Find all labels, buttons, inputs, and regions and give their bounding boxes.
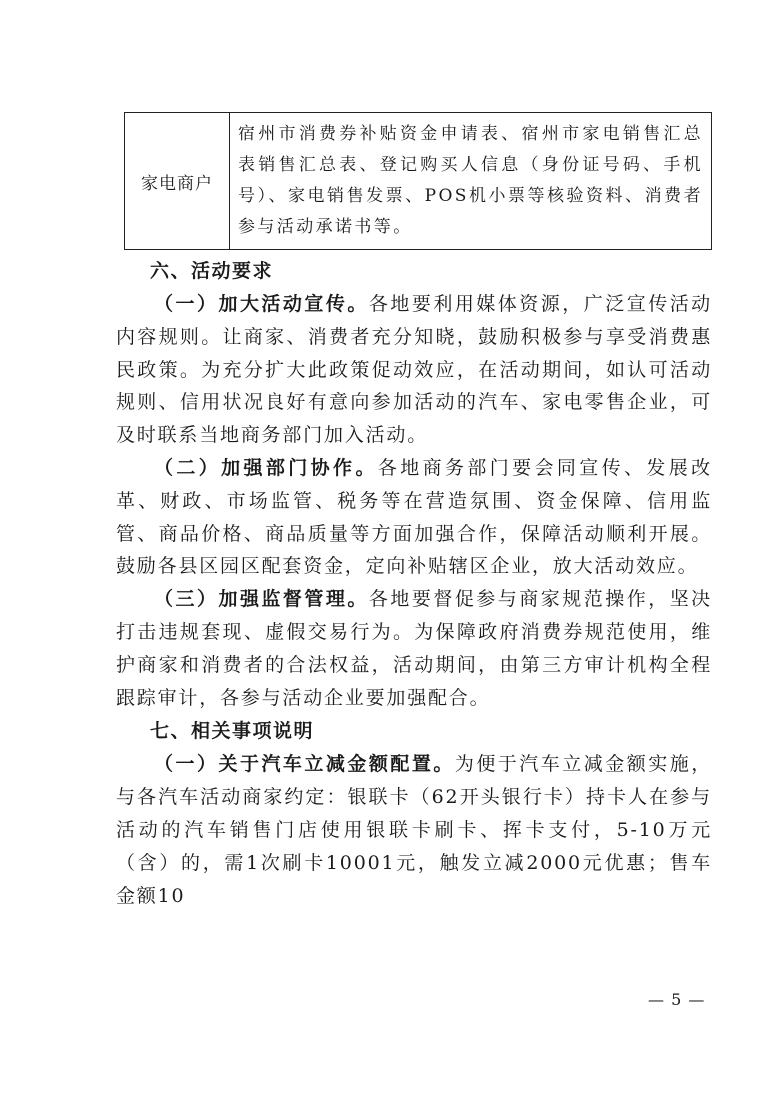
paragraph-publicity xyxy=(116,288,712,452)
paragraph-supervision xyxy=(116,583,712,714)
paragraph-body: 各地要利用媒体资源，广泛宣传活动内容规则。让商家、消费者充分知晓，鼓励积极参与享受消费惠民政策。为充分扩大此政策促动效应，在活动期间，如认可活动规则、信用状况良好有意向参加活动的汽车、家电零售企业，可及时联系当地商务部门加入活动。 xyxy=(116,293,712,447)
paragraph-body: 各地商务部门要会同宣传、发展改革、财政、市场监管、税务等在营造氛围、资金保障、信用监管、商品价格、商品质量等方面加强合作，保障活动顺利开展。鼓励各县区园区配套资金，定向补贴辖区企业，放大活动效应。 xyxy=(116,456,712,578)
paragraph-cooperation xyxy=(116,452,712,583)
page-number: — 5 — xyxy=(648,990,706,1009)
document-body xyxy=(116,254,712,912)
paragraph-body: 为便于汽车立减金额实施，与各汽车活动商家约定：银联卡（62开头银行卡）持卡人在参与活动的汽车销售门店使用银联卡刷卡、挥卡支付，5-10万元（含）的，需1次刷卡10001元，触发立减2000元优惠；售车金额10 xyxy=(116,753,712,907)
paragraph-lead: （三）加强监督管理。 xyxy=(154,588,369,611)
paragraph-lead: （二）加强部门协作。 xyxy=(154,456,378,479)
merchant-type-cell: 家电商户 xyxy=(125,113,230,249)
paragraph-car-discount xyxy=(116,748,712,912)
section-heading-related-matters: 七、相关事项说明 xyxy=(150,720,315,743)
materials-table xyxy=(124,112,712,250)
materials-description-cell: 宿州市消费券补贴资金申请表、宿州市家电销售汇总表销售汇总表、登记购买人信息（身份证号码、手机号）、家电销售发票、POS机小票等核验资料、消费者参与活动承诺书等。 xyxy=(238,124,703,237)
paragraph-lead: （一）关于汽车立减金额配置。 xyxy=(154,753,455,776)
paragraph-lead: （一）加大活动宣传。 xyxy=(154,293,369,315)
paragraph-body: 各地要督促参与商家规范操作，坚决打击违规套现、虚假交易行为。为保障政府消费券规范使用，维护商家和消费者的合法权益，活动期间，由第三方审计机构全程跟踪审计，各参与活动企业要加强配合。 xyxy=(116,588,712,709)
section-heading-activity-requirements: 六、活动要求 xyxy=(150,260,274,282)
